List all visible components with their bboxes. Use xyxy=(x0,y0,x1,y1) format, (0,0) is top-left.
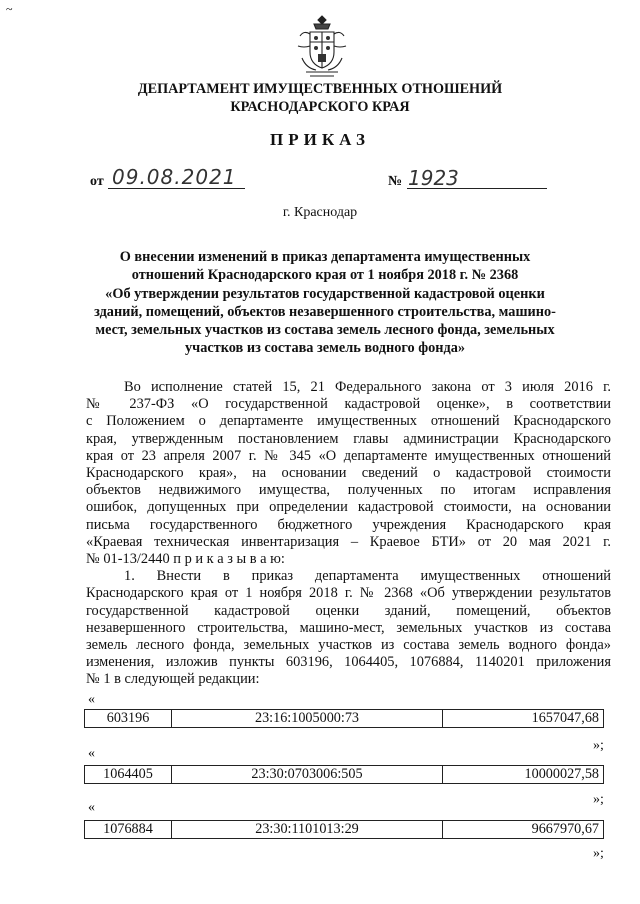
cadastral-value-cell: 9667970,67 xyxy=(443,821,604,839)
table-row xyxy=(84,709,604,728)
number-label: № xyxy=(388,174,403,189)
order-number-handwritten: 1923 xyxy=(408,166,459,190)
body-line: 1. Внести в приказ департамента имущественных отношений xyxy=(124,568,611,585)
body-line: Краснодарского края», на основании сведений о кадастровой стоимости xyxy=(86,465,611,482)
title-line: «Об утверждении результатов государственной кадастровой оценки xyxy=(105,285,545,302)
document-type-heading: ПРИКАЗ xyxy=(270,130,370,149)
date-label: от xyxy=(90,174,104,189)
title-line: отношений Краснодарского края от 1 ноября 2018 г. № 2368 xyxy=(131,267,519,284)
item-number-cell: 1076884 xyxy=(85,821,172,839)
title-line: О внесении изменений в приказ департамента имущественных xyxy=(119,249,531,265)
title-line: мест, земельных участков из состава земель лесного фонда, земельных xyxy=(95,322,555,339)
date-underline xyxy=(108,188,245,189)
body-line: незавершенного строительства, машино-мест, земельных участков из состава xyxy=(86,619,611,636)
corner-mark: ~ xyxy=(6,2,13,16)
table-row xyxy=(84,820,604,839)
cadastral-number-cell: 23:16:1005000:73 xyxy=(172,710,443,728)
body-line: письма государственного бюджетного учреждения Краснодарского края xyxy=(86,516,611,533)
opening-quote: « xyxy=(88,800,95,815)
cadastral-value-cell: 1657047,68 xyxy=(443,710,604,728)
body-line: «Краевая техническая инвентаризация – Краевое БТИ» от 20 мая 2021 г. xyxy=(86,533,611,550)
opening-quote: « xyxy=(88,746,95,761)
closing-quote: »; xyxy=(593,738,604,753)
body-line: земель лесного фонда, земельных участков из состава земель водного фонда» xyxy=(86,637,611,654)
order-body xyxy=(86,379,611,689)
item-number-cell: 603196 xyxy=(85,710,172,728)
cadastral-number-cell: 23:30:0703006:505 xyxy=(172,766,443,784)
department-name-line-2: КРАСНОДАРСКОГО КРАЯ xyxy=(230,99,410,115)
body-line: с Положением о департаменте имущественных отношений Краснодарского xyxy=(86,413,611,430)
body-line: № 237-ФЗ «О государственной кадастровой оценке», в соответствии xyxy=(86,396,611,413)
department-name-line-1: ДЕПАРТАМЕНТ ИМУЩЕСТВЕННЫХ ОТНОШЕНИЙ xyxy=(137,81,503,97)
body-line: края от 23 апреля 2007 г. № 345 «О департаменте имущественных отношений xyxy=(86,447,611,464)
order-title xyxy=(80,248,570,358)
body-line: объектов недвижимого имущества, полученных по итогам исправления xyxy=(86,482,611,499)
date-value-handwritten: 09.08.2021 xyxy=(112,165,237,189)
coat-of-arms-emblem xyxy=(296,12,348,80)
title-line: участков из состава земель водного фонда» xyxy=(184,340,466,357)
cadastral-value-cell: 10000027,58 xyxy=(443,766,604,784)
number-underline xyxy=(407,188,547,189)
city: г. Краснодар xyxy=(282,205,358,220)
body-line: № 1 в следующей редакции: xyxy=(86,671,260,688)
body-line: государственной кадастровой оценки зданий, помещений, объектов xyxy=(86,602,611,619)
opening-quote: « xyxy=(88,692,95,707)
cadastral-number-cell: 23:30:1101013:29 xyxy=(172,821,443,839)
body-line: края, утвержденным постановлением главы администрации Краснодарского xyxy=(86,430,611,447)
body-line: ошибок, допущенных при определении кадастровой стоимости, на основании xyxy=(86,499,611,516)
body-line: изменения, изложив пункты 603196, 1064405, 1076884, 1140201 приложения xyxy=(86,654,611,671)
closing-quote: »; xyxy=(593,792,604,807)
title-line: зданий, помещений, объектов незавершенного строительства, машино- xyxy=(94,303,556,320)
closing-quote: »; xyxy=(593,846,604,861)
table-row xyxy=(84,765,604,784)
body-line: Во исполнение статей 15, 21 Федерального закона от 3 июля 2016 г. xyxy=(124,379,611,395)
body-line: Краснодарского края от 1 ноября 2018 г. № 2368 «Об утверждении результатов xyxy=(86,585,611,602)
body-line: № 01-13/2440 п р и к а з ы в а ю: xyxy=(86,551,285,568)
item-number-cell: 1064405 xyxy=(85,766,172,784)
